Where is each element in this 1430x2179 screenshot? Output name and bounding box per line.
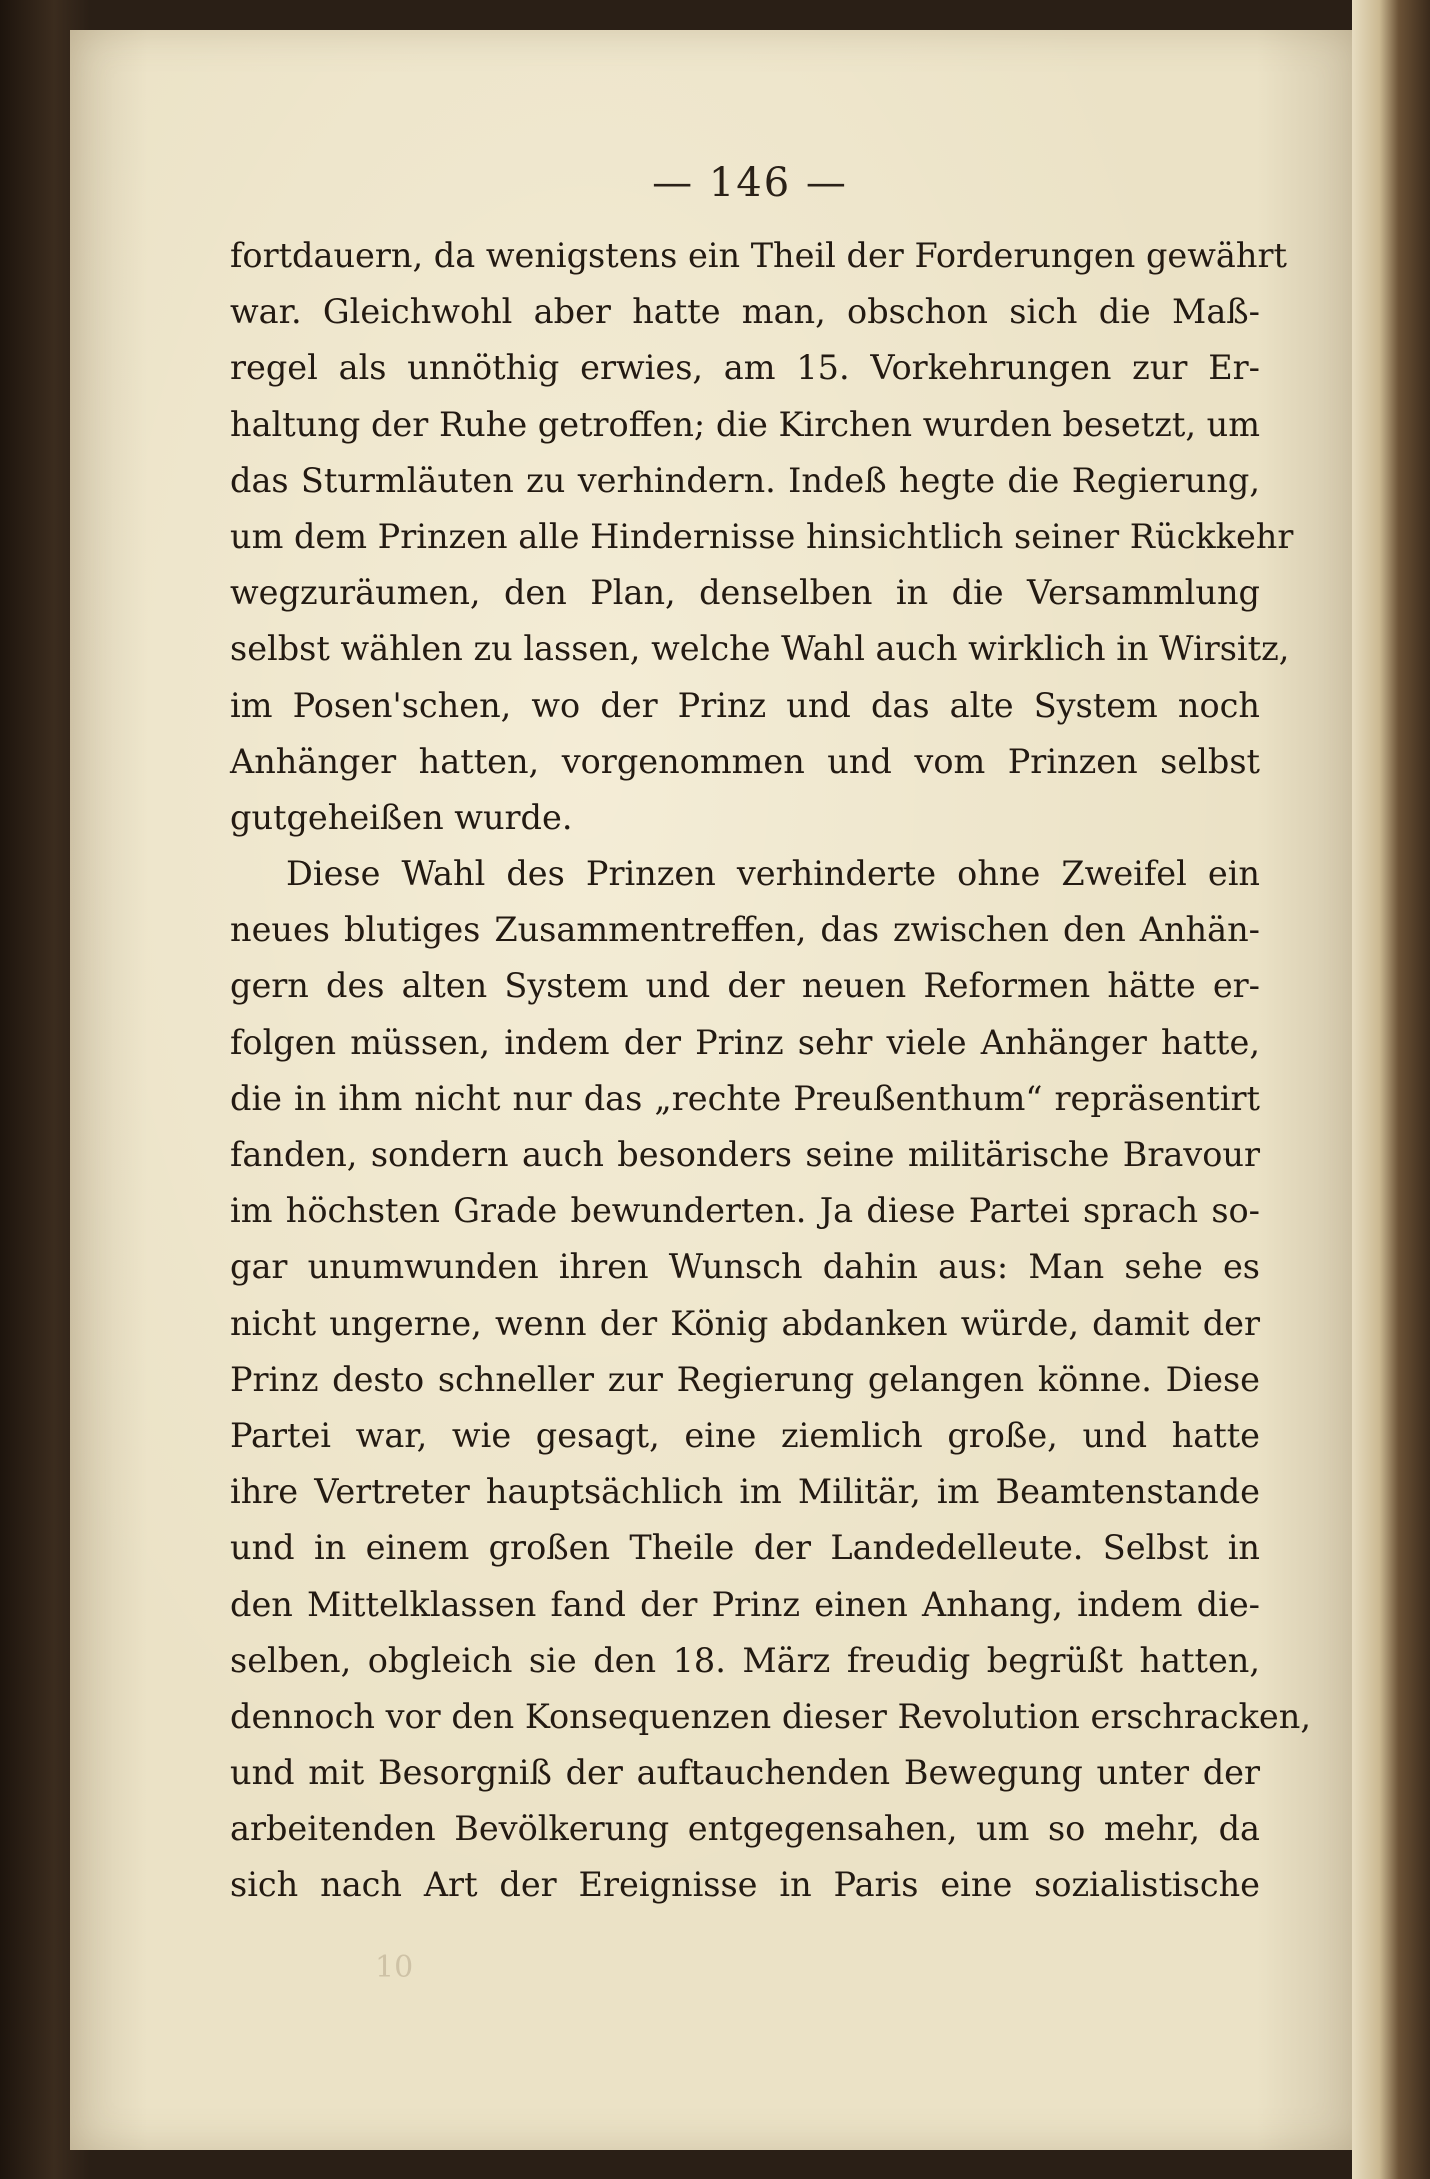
text-line: wegzuräumen, den Plan, denselben in die Versammlung xyxy=(230,573,1260,613)
text-line: selben, obgleich sie den 18. März freudig begrüßt hatten, xyxy=(230,1640,1260,1680)
printer-signature: 10 xyxy=(375,1950,414,1985)
text-line: Diese Wahl des Prinzen verhinderte ohne Zweifel ein xyxy=(286,854,1260,894)
text-line: sich nach Art der Ereignisse in Paris eine sozialistische xyxy=(230,1865,1260,1905)
text-line: fortdauern, da wenigstens ein Theil der Forderungen gewährt xyxy=(230,236,1287,275)
text-line: gutgeheißen wurde. xyxy=(230,797,573,837)
book-page-edge xyxy=(1352,0,1430,2179)
text-line: im höchsten Grade bewunderten. Ja diese Partei sprach so- xyxy=(230,1191,1260,1231)
text-line: im Posen'schen, wo der Prinz und das alte System noch xyxy=(230,685,1260,725)
text-line: haltung der Ruhe getroffen; die Kirchen wurden besetzt, um xyxy=(230,404,1260,444)
text-line: nicht ungerne, wenn der König abdanken würde, damit der xyxy=(230,1303,1260,1343)
text-line: und in einem großen Theile der Landedelleute. Selbst in xyxy=(230,1528,1260,1568)
text-line: folgen müssen, indem der Prinz sehr viele Anhänger hatte, xyxy=(230,1022,1260,1062)
text-line: Prinz desto schneller zur Regierung gelangen könne. Diese xyxy=(230,1359,1260,1399)
text-line: Anhänger hatten, vorgenommen und vom Prinzen selbst xyxy=(230,741,1260,781)
text-line: um dem Prinzen alle Hindernisse hinsichtlich seiner Rückkehr xyxy=(230,516,1294,556)
text-line: regel als unnöthig erwies, am 15. Vorkehrungen zur Er- xyxy=(230,348,1260,388)
text-line: den Mittelklassen fand der Prinz einen Anhang, indem die- xyxy=(230,1584,1260,1624)
text-line: neues blutiges Zusammentreffen, das zwischen den Anhän- xyxy=(230,910,1260,950)
text-line: und mit Besorgniß der auftauchenden Bewegung unter der xyxy=(230,1753,1260,1793)
text-line: selbst wählen zu lassen, welche Wahl auch wirklich in Wirsitz, xyxy=(230,629,1290,669)
text-line: gar unumwunden ihren Wunsch dahin aus: Man sehe es xyxy=(230,1247,1260,1287)
text-line: Partei war, wie gesagt, eine ziemlich große, und hatte xyxy=(230,1415,1260,1455)
text-line: das Sturmläuten zu verhindern. Indeß hegte die Regierung, xyxy=(230,460,1260,500)
text-line: ihre Vertreter hauptsächlich im Militär, im Beamtenstande xyxy=(230,1472,1260,1512)
page-body-text xyxy=(230,228,1311,1914)
text-line: die in ihm nicht nur das „rechte Preußenthum“ repräsentirt xyxy=(230,1078,1260,1118)
text-line: gern des alten System und der neuen Reformen hätte er- xyxy=(230,966,1260,1006)
page-number: — 146 — xyxy=(652,160,848,206)
text-line: arbeitenden Bevölkerung entgegensahen, um so mehr, da xyxy=(230,1809,1260,1849)
text-line: fanden, sondern auch besonders seine militärische Bravour xyxy=(230,1135,1260,1174)
text-line: war. Gleichwohl aber hatte man, obschon sich die Maß- xyxy=(230,292,1260,332)
text-line: dennoch vor den Konsequenzen dieser Revolution erschracken, xyxy=(230,1696,1311,1736)
